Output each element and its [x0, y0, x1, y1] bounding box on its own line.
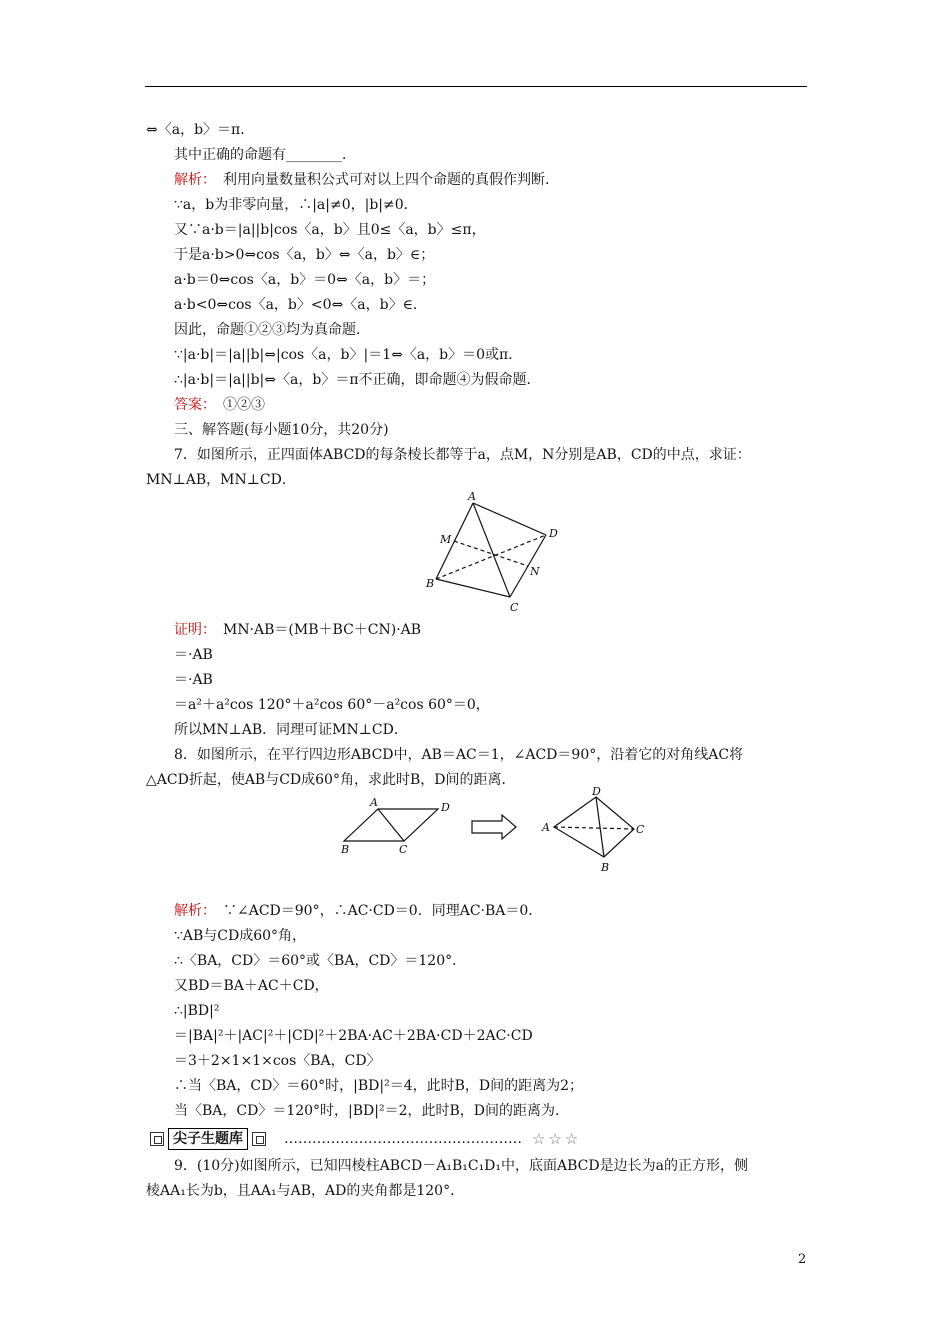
proof-line — [146, 618, 808, 643]
answer-label: 答案： — [174, 397, 209, 413]
fig3-label-B: B — [601, 861, 610, 874]
point-label-M: M — [440, 533, 452, 546]
text-line: a·b<0⇔cos〈a，b〉<0⇔〈a，b〉∈． — [174, 297, 427, 313]
problem-7: 7．如图所示，正四面体ABCD的每条棱长都等于a，点M，N分别是AB，CD的中点，求证： — [174, 447, 751, 463]
text-line: 棱AA₁长为b，且AA₁与AB，AD的夹角都是120°． — [146, 1183, 465, 1199]
text-line: △ACD折起，使AB与CD成60°角，求此时B，D间的距离． — [146, 772, 516, 788]
document-body — [146, 118, 808, 1204]
analysis-label: 解析： — [174, 903, 209, 919]
square-icon — [150, 1132, 164, 1146]
section-heading: 三、解答题(每小题10分，共20分) — [174, 422, 389, 438]
analysis-line — [146, 168, 808, 193]
text-line: ∵AB与CD成60°角， — [174, 928, 307, 944]
text-line: 因此，命题①②③均为真命题． — [174, 322, 370, 338]
header-rule — [145, 86, 807, 87]
problem-9: 9．(10分)如图所示，已知四棱柱ABCD－A₁B₁C₁D₁中，底面ABCD是边长为a的正方形，侧 — [174, 1158, 748, 1174]
text-line: MN⊥AB，MN⊥CD． — [146, 472, 296, 488]
figure-fold — [146, 785, 808, 899]
tetrahedron-diagram — [146, 490, 808, 618]
vertex-label-C: C — [510, 601, 519, 614]
square-icon — [252, 1132, 266, 1146]
problem-8: 8．如图所示，在平行四边形ABCD中，AB＝AC＝1，∠ACD＝90°，沿着它的对角线AC将 — [174, 747, 744, 763]
text-line: ∵|a·b|＝|a||b|⇔|cos〈a，b〉|＝1⇔〈a，b〉＝0或π． — [174, 347, 523, 363]
banner-title: 尖子生题库 — [168, 1128, 248, 1150]
analysis-text: ∵∠ACD＝90°，∴AC·CD＝0．同理AC·BA＝0． — [209, 903, 543, 919]
fig3-label-A: A — [542, 821, 550, 834]
analysis-line — [146, 899, 808, 924]
vertex-label-A: A — [468, 490, 476, 503]
section-banner — [146, 1124, 808, 1154]
text-line: ＝3＋2×1×1×cos〈BA，CD〉 — [174, 1053, 381, 1069]
answer-line — [146, 393, 808, 418]
text-line: 又∵a·b＝|a||b|cos〈a，b〉且0≤〈a，b〉≤π， — [174, 222, 486, 238]
fig2-label-A: A — [370, 796, 378, 809]
page-number: 2 — [798, 1252, 807, 1267]
fig2-label-D: D — [441, 801, 450, 814]
text-line: ∵a，b为非零向量，∴|a|≠0，|b|≠0． — [174, 197, 418, 213]
text-line: 其中正确的命题有________． — [174, 147, 356, 163]
text-line: ∴|a·b|＝|a||b|⇔〈a，b〉＝π不正确，即命题④为假命题． — [174, 372, 541, 388]
analysis-text: 利用向量数量积公式可对以上四个命题的真假作判断． — [209, 172, 559, 188]
text-line: ＝·AB — [174, 647, 213, 663]
fig3-label-D: D — [592, 785, 601, 798]
text-line: ∴〈BA，CD〉＝60°或〈BA，CD〉＝120°． — [174, 953, 467, 969]
fig2-label-C: C — [399, 843, 408, 856]
arrow-icon — [472, 815, 516, 839]
difficulty-stars: ☆☆☆ — [532, 1130, 582, 1148]
text-line: ＝|BA|²＋|AC|²＋|CD|²＋2BA·AC＋2BA·CD＋2AC·CD — [174, 1028, 533, 1044]
text-line: 又BD＝BA＋AC＋CD， — [174, 978, 329, 994]
text-line: 于是a·b>0⇔cos〈a，b〉⇔〈a，b〉∈； — [174, 247, 435, 263]
fold-diagram — [146, 785, 808, 899]
text-line: ＝·AB — [174, 672, 213, 688]
vertex-label-D: D — [549, 527, 558, 540]
vertex-label-B: B — [426, 577, 435, 590]
figure-tetrahedron — [146, 490, 808, 618]
text-line: ∴|BD|² — [174, 1003, 220, 1019]
text-line: a·b＝0⇔cos〈a，b〉＝0⇔〈a，b〉＝； — [174, 272, 436, 288]
text-line: ∴当〈BA，CD〉＝60°时，|BD|²＝4，此时B，D间的距离为2； — [174, 1078, 584, 1094]
answer-text: ①②③ — [209, 397, 265, 413]
text-line: ⇔〈a，b〉＝π． — [146, 122, 255, 138]
fig3-label-C: C — [636, 823, 645, 836]
proof-label: 证明： — [174, 622, 209, 638]
proof-text: MN·AB＝(MB＋BC＋CN)·AB — [209, 622, 422, 638]
text-line: 当〈BA，CD〉＝120°时，|BD|²＝2，此时B，D间的距离为． — [174, 1103, 570, 1119]
text-line: 所以MN⊥AB．同理可证MN⊥CD． — [174, 722, 408, 738]
point-label-N: N — [530, 565, 540, 578]
banner-dots: …………………………………………… — [284, 1131, 522, 1147]
analysis-label: 解析： — [174, 172, 209, 188]
text-line: ＝a²＋a²cos 120°＋a²cos 60°－a²cos 60°＝0， — [174, 697, 490, 713]
fig2-label-B: B — [341, 843, 350, 856]
